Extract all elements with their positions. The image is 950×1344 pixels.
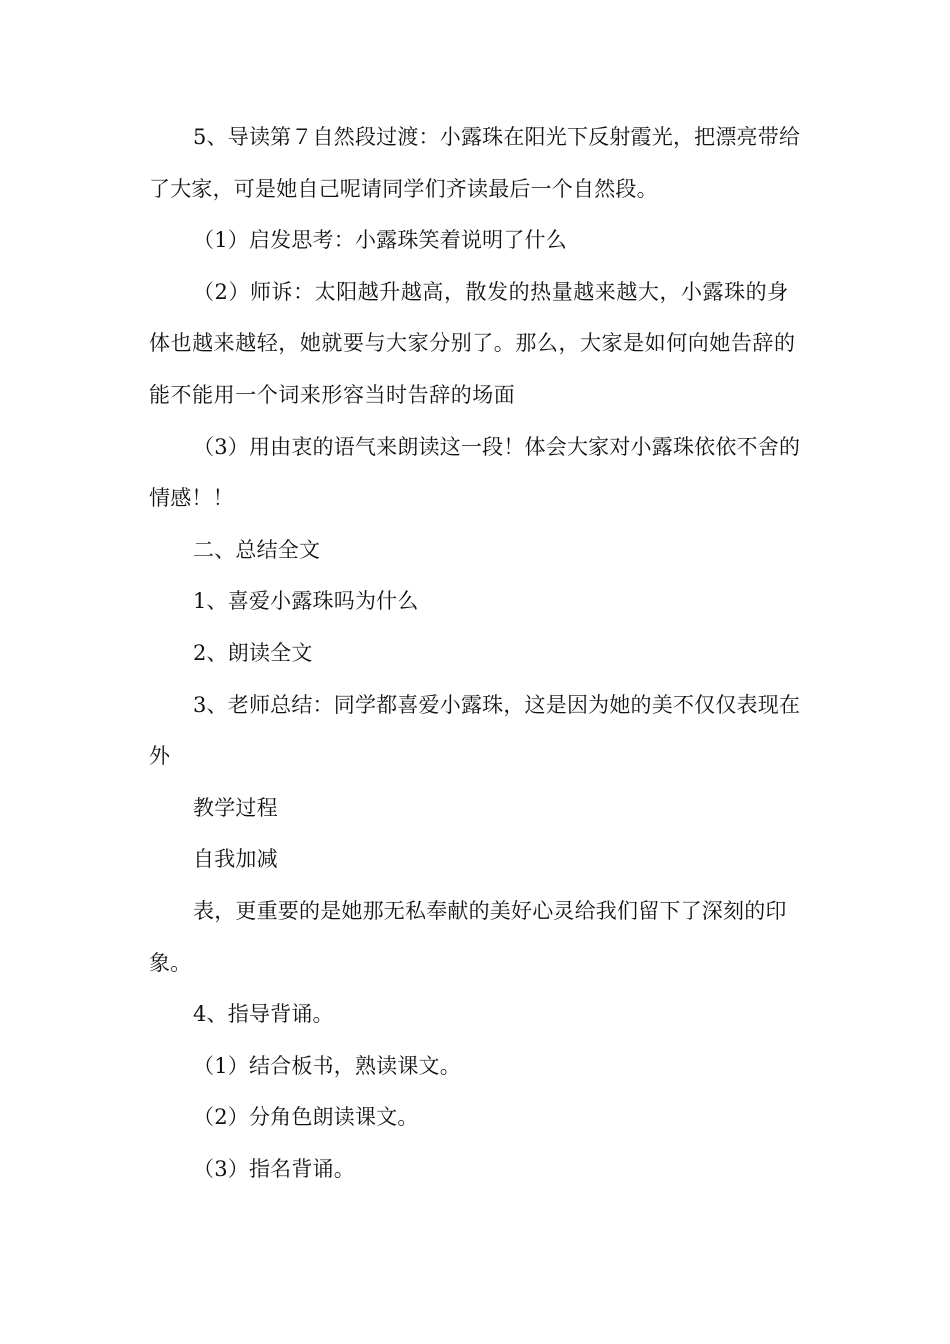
- paragraph-line: 自我加减: [193, 847, 278, 872]
- paragraph-teacher-narration: [149, 267, 801, 422]
- paragraph-item-3: [149, 680, 801, 783]
- paragraph-line: 带给了大家，可是她自己呢请同学们齐读最后一个自然段。: [149, 125, 801, 201]
- paragraph-line: 二、总结全文: [193, 537, 321, 562]
- paragraph-continuation: [149, 886, 801, 989]
- paragraph-item-4: [149, 989, 801, 1041]
- paragraph-line: 身体也越来越轻，她就要与大家分别了。那么，大家是如何向她告: [149, 279, 789, 356]
- paragraph-line: （3）指名背诵。: [193, 1156, 355, 1181]
- document-body: [149, 112, 801, 1195]
- paragraph-line: （1）启发思考：小露珠笑着说明了什么: [193, 228, 567, 253]
- paragraph-subitem-2: [149, 1092, 801, 1144]
- paragraph-line: 1、喜爱小露珠吗为什么: [193, 589, 419, 614]
- paragraph-line: 舍的情感！！: [149, 434, 801, 511]
- paragraph-question-1: [149, 215, 801, 267]
- paragraph-line: 表，更重要的是她那无私奉献的美好心灵给我们留下了深刻的: [193, 898, 766, 923]
- paragraph-line: 辞的能不能用一个词来形容当时告辞的场面: [149, 331, 796, 407]
- paragraph-item-1: [149, 576, 801, 628]
- paragraph-line: （1）结合板书，熟读课文。: [193, 1053, 461, 1078]
- paragraph-line: 3、老师总结：同学都喜爱小露珠，这是因为她的美不仅仅表: [193, 692, 758, 717]
- paragraph-line: 印象。: [149, 898, 787, 975]
- section-heading-summary: [149, 525, 801, 577]
- paragraph-line: 2、朗读全文: [193, 640, 313, 665]
- paragraph-line: （2）分角色朗读课文。: [193, 1105, 419, 1130]
- paragraph-self-adjust: [149, 834, 801, 886]
- paragraph-subitem-1: [149, 1041, 801, 1093]
- paragraph-item-2: [149, 628, 801, 680]
- paragraph-line: 5、导读第７自然段过渡：小露珠在阳光下反射霞光，把漂亮: [193, 125, 758, 149]
- paragraph-transition: [149, 112, 801, 215]
- paragraph-line: （2）师诉：太阳越升越高，散发的热量越来越大，小露珠的: [193, 279, 768, 304]
- paragraph-line: （3）用由衷的语气来朗读这一段！体会大家对小露珠依依不: [193, 434, 758, 459]
- paragraph-subitem-3: [149, 1144, 801, 1196]
- paragraph-line: 4、指导背诵。: [193, 1002, 334, 1027]
- paragraph-line: 现在外: [149, 692, 801, 769]
- paragraph-teaching-process: [149, 783, 801, 835]
- paragraph-read-aloud: [149, 422, 801, 525]
- paragraph-line: 教学过程: [193, 795, 278, 820]
